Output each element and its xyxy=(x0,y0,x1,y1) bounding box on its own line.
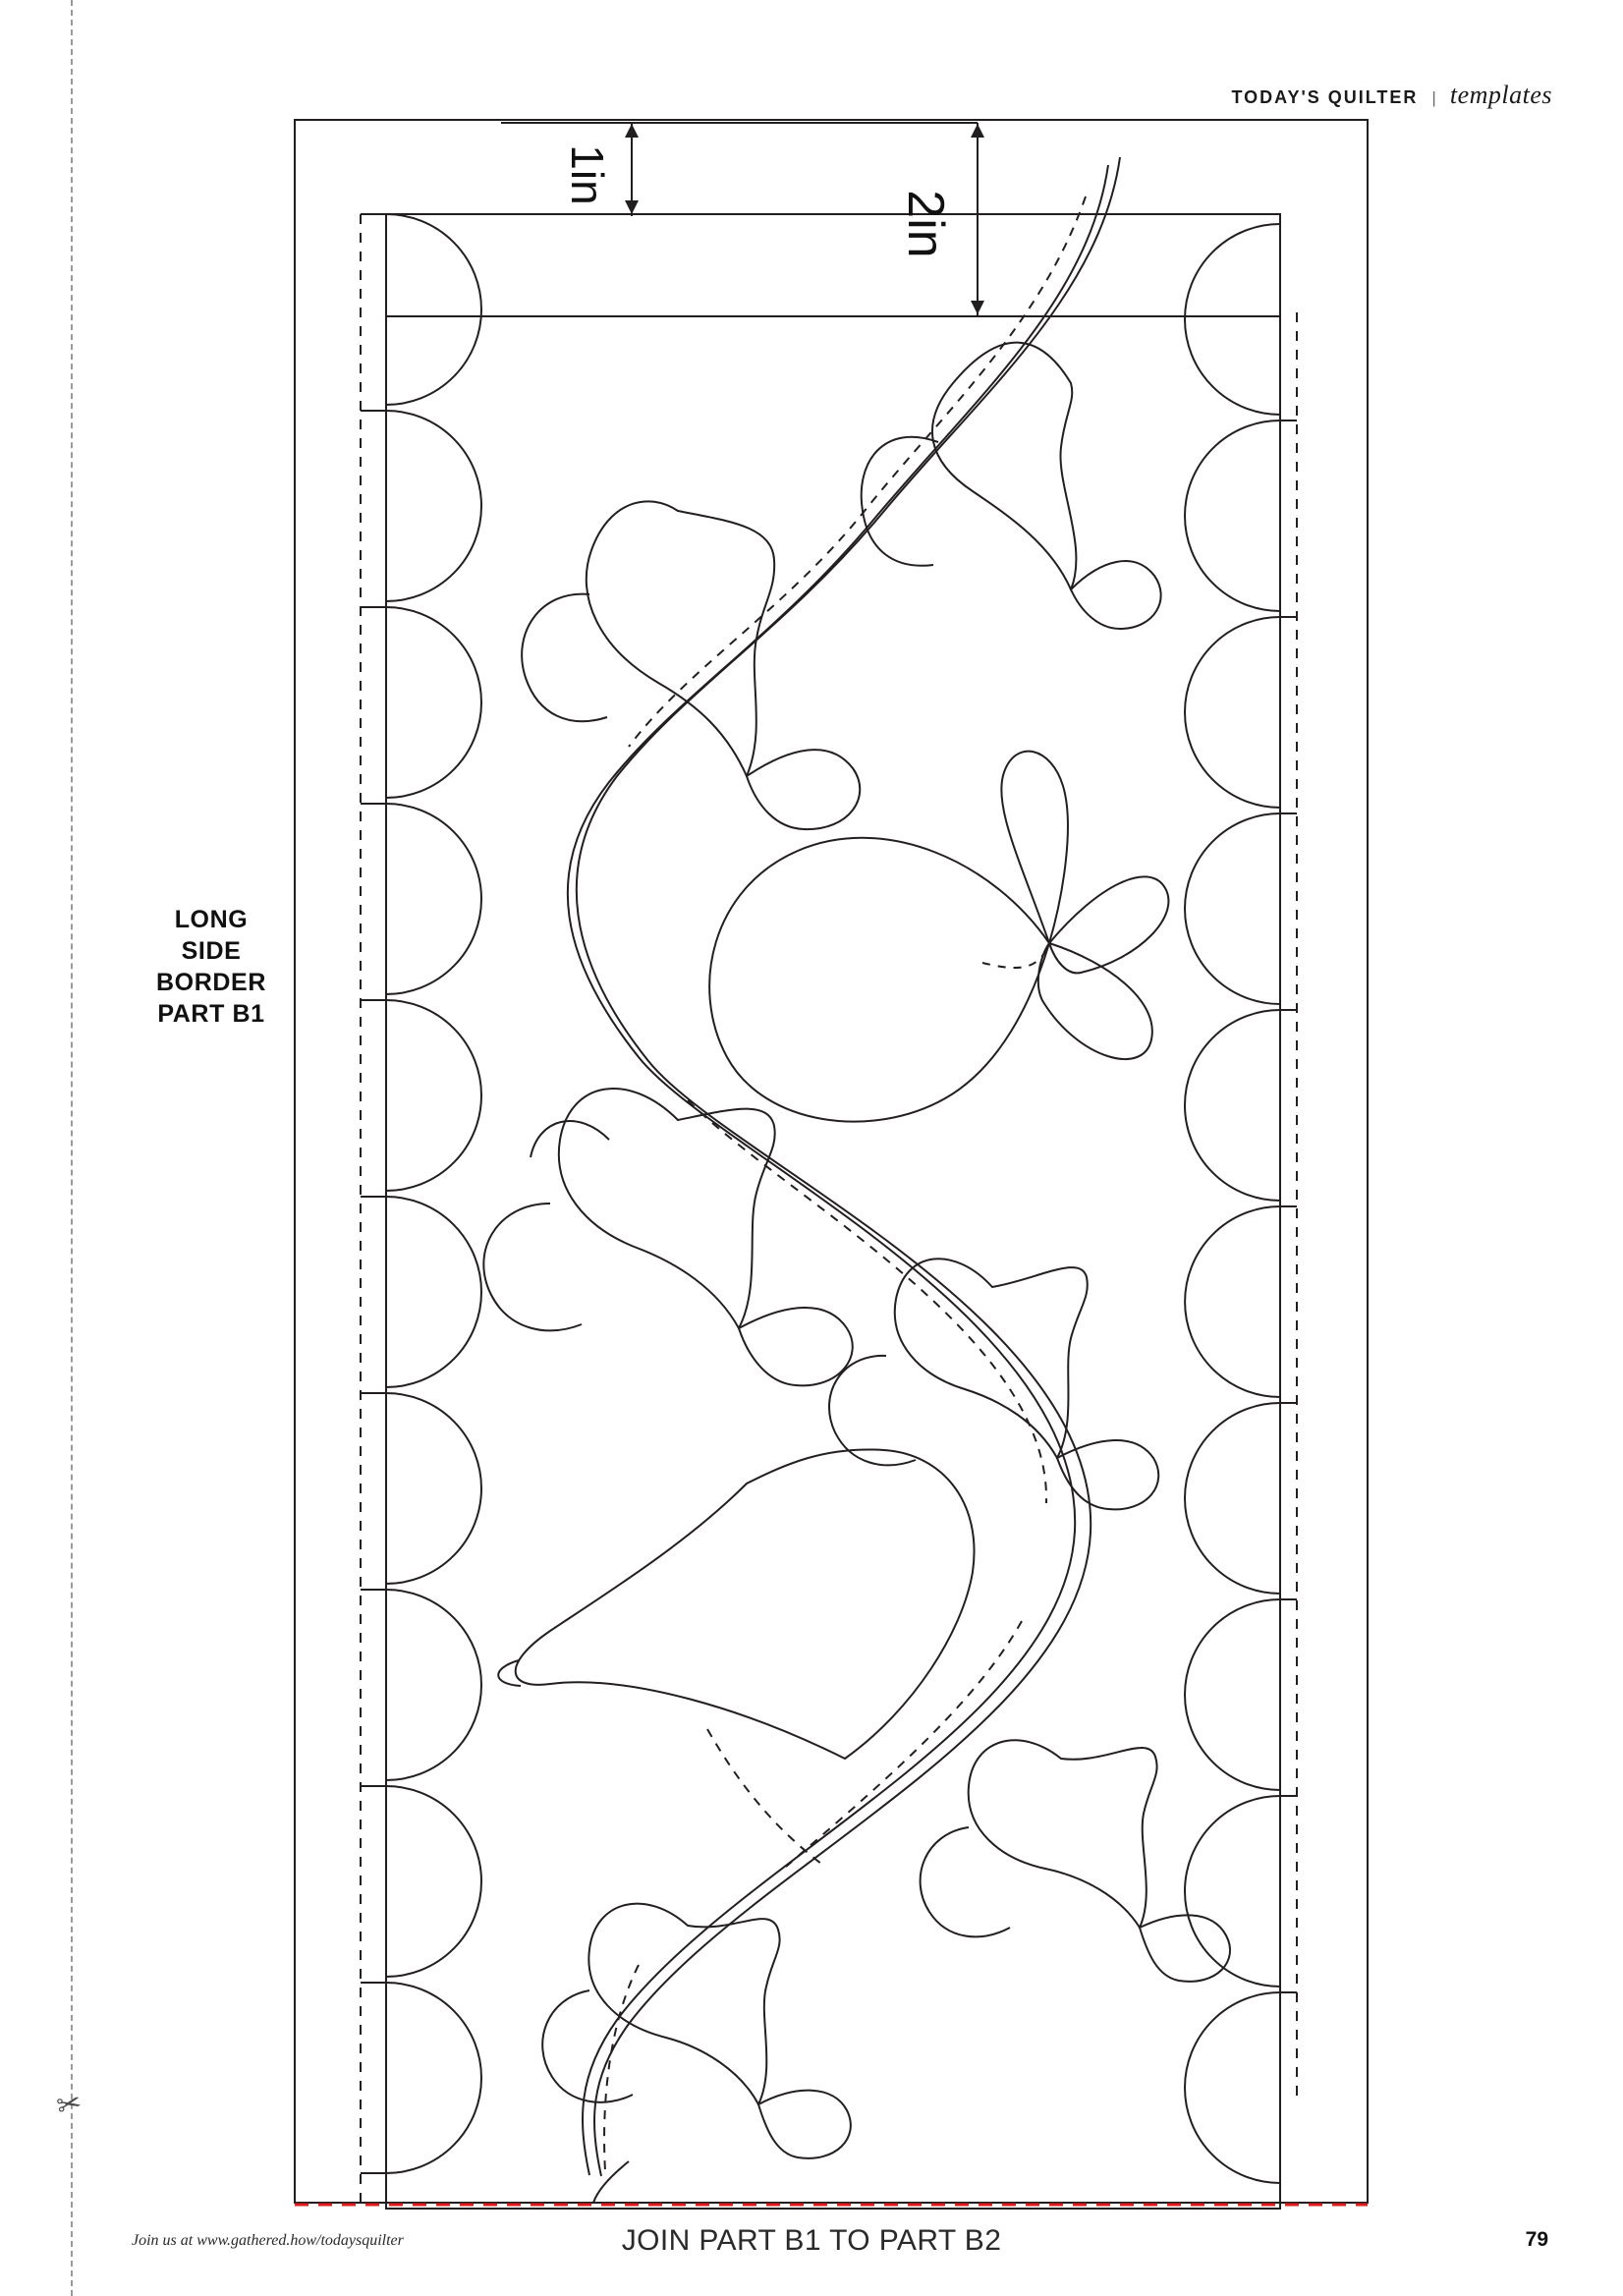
template-inner-rect xyxy=(386,214,1280,2209)
template-part-label-line-2: SIDE xyxy=(181,937,242,965)
magazine-brand: TODAY'S QUILTER xyxy=(1231,87,1419,107)
applique-heart xyxy=(498,1449,974,1759)
applique-leaf-group-lower-right xyxy=(921,1740,1230,1982)
template-part-label-line-3: BORDER xyxy=(156,969,266,996)
dimension-1in xyxy=(501,123,639,216)
join-instruction: JOIN PART B1 TO PART B2 xyxy=(621,2224,1002,2257)
template-part-label-line-4: PART B1 xyxy=(157,1000,265,1028)
header-separator: | xyxy=(1431,88,1436,107)
scallop-edge-left xyxy=(361,214,481,2173)
dimension-label-1in: 1in xyxy=(562,144,613,205)
template-part-label-line-1: LONG xyxy=(174,906,249,933)
applique-pear xyxy=(709,752,1168,1122)
dimension-2in xyxy=(629,123,984,316)
applique-leaf-group-bottom xyxy=(542,1904,851,2203)
applique-leaf-group-mid xyxy=(483,1089,852,1385)
applique-vine-stem xyxy=(568,157,1120,2176)
page-number: 79 xyxy=(1525,2228,1548,2251)
dimension-label-2in: 2in xyxy=(897,190,954,258)
scissors-icon: ✂ xyxy=(53,2086,85,2124)
applique-leaf-group-right xyxy=(829,1259,1158,1509)
applique-stitch-guides xyxy=(604,196,1086,2171)
header-section-title: templates xyxy=(1449,81,1552,109)
applique-leaf-group xyxy=(522,343,1161,829)
footer-url: Join us at www.gathered.how/todaysquilter xyxy=(132,2232,404,2249)
